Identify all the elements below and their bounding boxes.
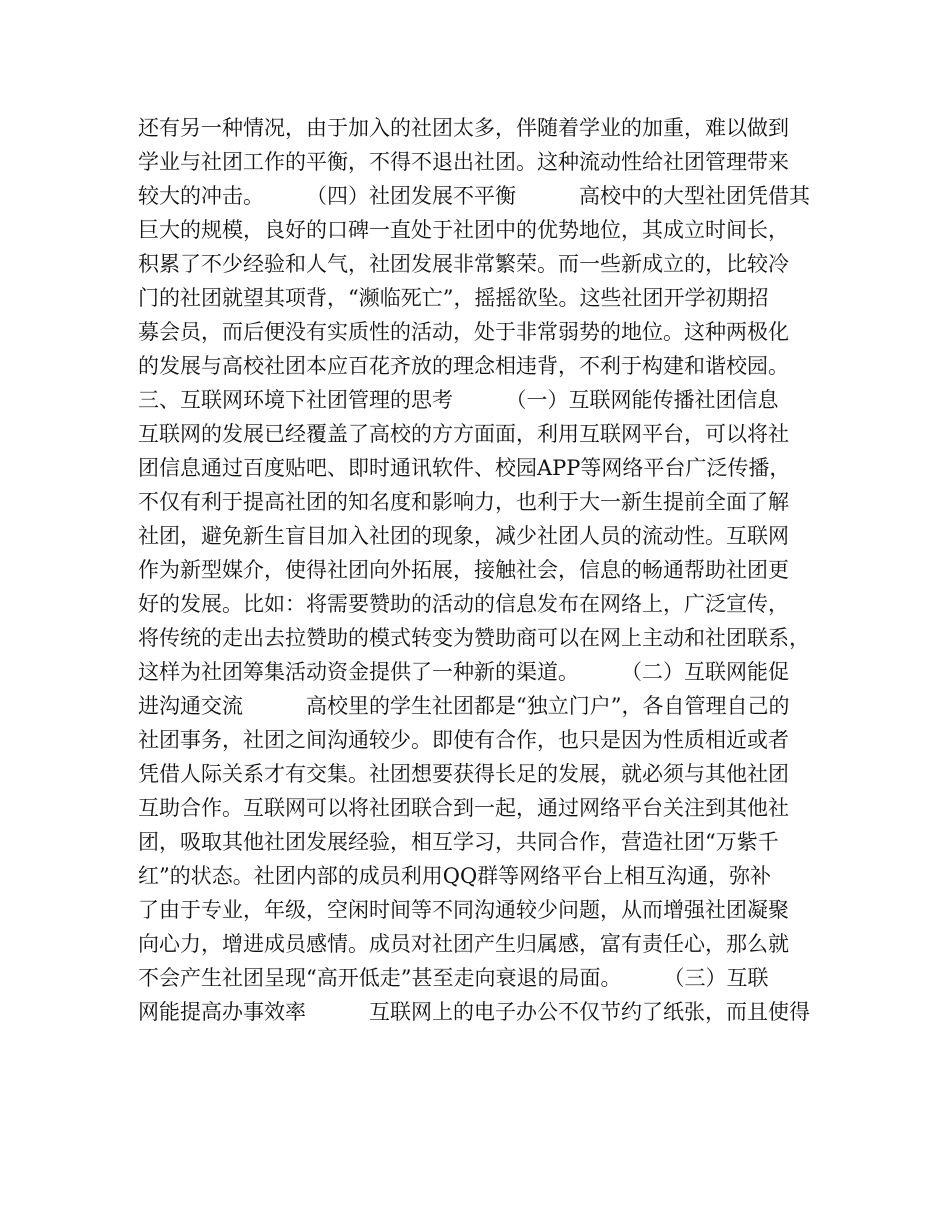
text-line: 巨大的规模，良好的口碑一直处于社团中的优势地位，其成立时间长，	[138, 218, 789, 242]
text-line: 社团事务，社团之间沟通较少。即使有合作，也只是因为性质相近或者	[138, 728, 789, 752]
text-line: 还有另一种情况，由于加入的社团太多，伴随着学业的加重，难以做到	[138, 116, 789, 140]
text-line: 三、互联网环境下社团管理的思考 （一）互联网能传播社团信息	[138, 388, 779, 412]
text-line: 门的社团就望其项背，“濒临死亡”，摇摇欲坠。这些社团开学初期招	[138, 286, 769, 310]
text-line: 网能提高办事效率 互联网上的电子办公不仅节约了纸张，而且使得	[138, 1000, 810, 1024]
text-line: 将传统的走出去拉赞助的模式转变为赞助商可以在网上主动和社团联系，	[138, 626, 810, 650]
text-line: 这样为社团筹集活动资金提供了一种新的渠道。 （二）互联网能促	[138, 660, 789, 684]
text-line: 作为新型媒介，使得社团向外拓展，接触社会，信息的畅通帮助社团更	[138, 558, 789, 582]
text-line: 向心力，增进成员感情。成员对社团产生归属感，富有责任心，那么就	[138, 932, 789, 956]
text-line: 互助合作。互联网可以将社团联合到一起，通过网络平台关注到其他社	[138, 796, 789, 820]
text-line: 互联网的发展已经覆盖了高校的方方面面，利用互联网平台，可以将社	[138, 422, 789, 446]
text-line: 进沟通交流 高校里的学生社团都是“独立门户”，各自管理自己的	[138, 694, 790, 718]
text-line: 较大的冲击。 （四）社团发展不平衡 高校中的大型社团凭借其	[138, 184, 810, 208]
text-line: 了由于专业，年级，空闲时间等不同沟通较少问题，从而增强社团凝聚	[138, 898, 789, 922]
text-line: 学业与社团工作的平衡，不得不退出社团。这种流动性给社团管理带来	[138, 150, 789, 174]
body-text	[138, 111, 828, 1029]
text-line: 凭借人际关系才有交集。社团想要获得长足的发展，就必须与其他社团	[138, 762, 789, 786]
text-line: 红”的状态。社团内部的成员利用QQ群等网络平台上相互沟通，弥补	[138, 864, 772, 888]
text-line: 不会产生社团呈现“高开低走”甚至走向衰退的局面。 （三）互联	[138, 966, 769, 990]
text-line: 积累了不少经验和人气，社团发展非常繁荣。而一些新成立的，比较冷	[138, 252, 789, 276]
text-line: 团信息通过百度贴吧、即时通讯软件、校园APP等网络平台广泛传播，	[138, 456, 791, 480]
text-line: 募会员，而后便没有实质性的活动，处于非常弱势的地位。这种两极化	[138, 320, 789, 344]
text-line: 团，吸取其他社团发展经验，相互学习，共同合作，营造社团“万紫千	[138, 830, 779, 854]
text-line: 不仅有利于提高社团的知名度和影响力，也利于大一新生提前全面了解	[138, 490, 789, 514]
text-line: 好的发展。比如：将需要赞助的活动的信息发布在网络上，广泛宣传，	[138, 592, 789, 616]
text-line: 社团，避免新生盲目加入社团的现象，减少社团人员的流动性。互联网	[138, 524, 789, 548]
text-line: 的发展与高校社团本应百花齐放的理念相违背，不利于构建和谐校园。	[138, 354, 789, 378]
